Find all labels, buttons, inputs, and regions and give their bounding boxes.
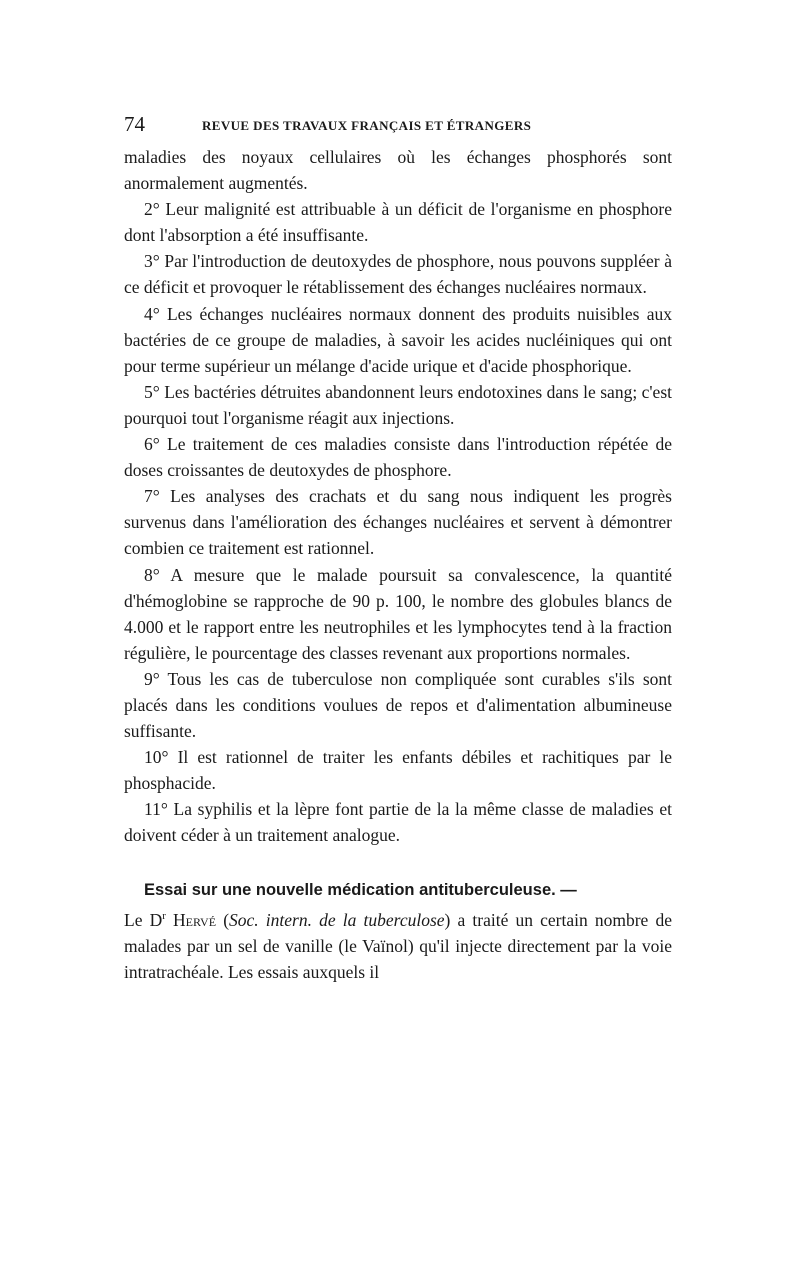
- list-item: 11° La syphilis et la lèpre font partie de la la même classe de maladies et doivent céder à un traitement analogue.: [124, 799, 672, 846]
- list-item: 8° A mesure que le malade poursuit sa convalescence, la quantité d'hémoglobine se rapproche de 90 p. 100, le nombre des globules blancs de 4.000 et le rapport entre les neutrophiles et les lymphocytes tend à la fraction régulière, le pourcentage des classes revenant aux proportions normales.: [124, 564, 672, 663]
- list-item: 2° Leur malignité est attribuable à un déficit de l'organisme en phosphore dont l'absorption a été insuffisante.: [124, 199, 672, 246]
- list-item: 6° Le traitement de ces maladies consiste dans l'introduction répétée de doses croissantes de deutoxydes de phosphore.: [124, 434, 672, 481]
- document-page: [124, 112, 672, 985]
- section-heading: Essai sur une nouvelle médication antituberculeuse. —: [144, 880, 577, 899]
- list-item: 7° Les analyses des crachats et du sang nous indiquent les progrès survenus dans l'amélioration des échanges nucléaires et servent à démontrer combien ce traitement est rationnel.: [124, 486, 672, 559]
- list-item: 3° Par l'introduction de deutoxydes de phosphore, nous pouvons suppléer à ce déficit et provoquer le rétablissement des échanges nucléaires normaux.: [124, 251, 672, 298]
- section-text: a traité un certain nombre de malades par un sel de vanille (le Vaïnol) qu'il injecte directement par la voie intratrachéale. Les essais auxquels il: [124, 909, 672, 982]
- list-item: 9° Tous les cas de tuberculose non compliquée sont curables s'ils sont placés dans les conditions voulues de repos et d'alimentation albumineuse suffisante.: [124, 668, 672, 742]
- list-item: 10° Il est rationnel de traiter les enfants débiles et rachitiques par le phosphacide.: [124, 747, 672, 794]
- page-number: 74: [124, 112, 145, 136]
- author-name: Hervé: [173, 909, 217, 930]
- source-citation: Soc. intern. de la tuberculose: [229, 909, 445, 930]
- running-title: REVUE DES TRAVAUX FRANÇAIS ET ÉTRANGERS: [202, 118, 532, 133]
- title-abbrev-sup: r: [162, 909, 166, 922]
- intro-prefix: Le D: [124, 909, 163, 930]
- source-open: (: [223, 909, 230, 930]
- continuation-paragraph: maladies des noyaux cellulaires où les échanges phosphorés sont anormalement augmentés.: [124, 147, 672, 194]
- section-paragraph: [124, 903, 672, 985]
- source-close: ): [444, 909, 451, 930]
- section-spacer: [124, 849, 672, 877]
- numbered-conclusions: [124, 144, 672, 849]
- running-head: [124, 112, 672, 144]
- review-section: [124, 877, 672, 985]
- list-item: 5° Les bactéries détruites abandonnent leurs endotoxines dans le sang; c'est pourquoi tout l'organisme réagit aux injections.: [124, 381, 672, 428]
- list-item: 4° Les échanges nucléaires normaux donnent des produits nuisibles aux bactéries de ce groupe de maladies, à savoir les acides nucléiniques qui ont pour terme supérieur un mélange d'acide urique et d'acide phosphorique.: [124, 303, 672, 376]
